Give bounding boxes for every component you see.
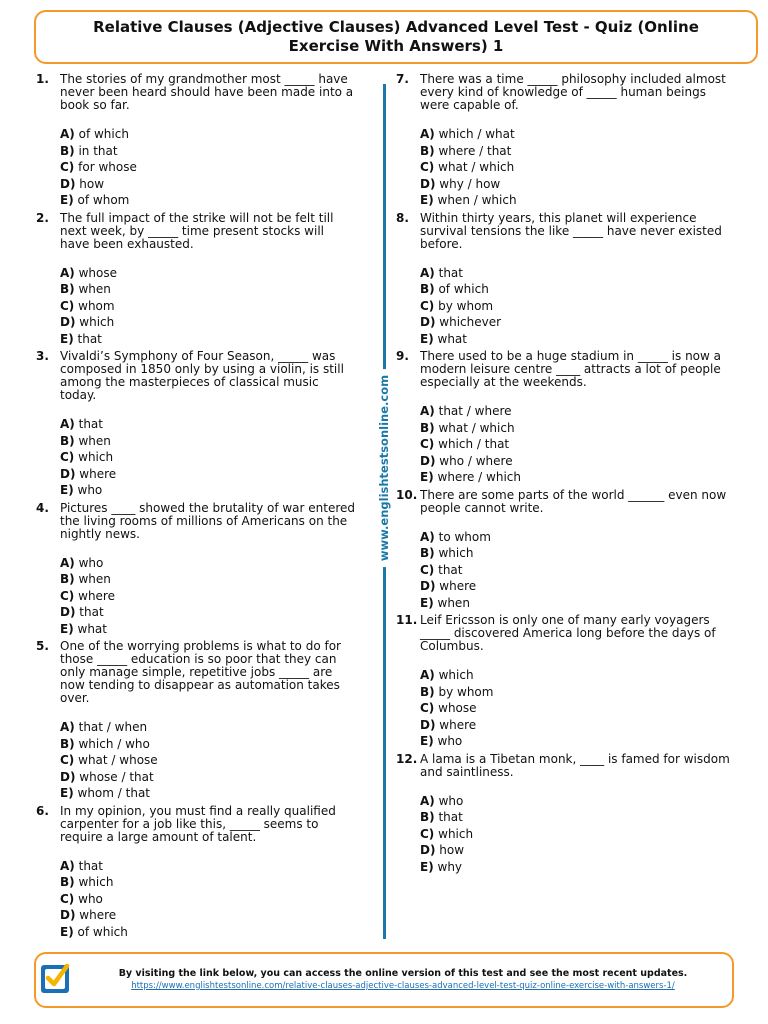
option-text: that [438, 562, 463, 577]
option-letter: A) [420, 404, 435, 418]
answer-option[interactable] [420, 159, 736, 176]
question-text: There used to be a huge stadium in _____ is now a modern leisure centre ____ attracts a lot of people especially at the weekends. [420, 349, 721, 389]
option-text: which [79, 315, 115, 329]
option-text: what / which [438, 420, 515, 435]
option-letter: A) [60, 858, 75, 873]
option-letter: A) [60, 555, 75, 570]
question-number: 6. [36, 803, 49, 818]
option-text: in that [78, 143, 118, 158]
question-body [420, 212, 736, 348]
answer-option[interactable] [420, 403, 736, 420]
option-letter: D) [420, 453, 436, 468]
answer-option[interactable] [420, 859, 736, 876]
option-text: whom / that [77, 786, 151, 800]
option-text: that [78, 417, 103, 431]
answer-option[interactable] [60, 907, 356, 924]
answer-option[interactable] [420, 469, 736, 486]
option-letter: B) [420, 546, 435, 560]
option-letter: B) [420, 282, 435, 296]
question-body [420, 753, 736, 876]
answer-option[interactable] [60, 555, 356, 572]
option-text: what / whose [78, 753, 158, 767]
checkbox-icon [40, 962, 72, 996]
option-letter: C) [420, 562, 435, 577]
answer-option[interactable] [420, 314, 736, 331]
option-letter: B) [420, 810, 435, 824]
option-letter: A) [420, 793, 435, 808]
option-letter: E) [420, 595, 434, 610]
answer-option[interactable] [420, 809, 736, 826]
option-text: where [439, 717, 477, 732]
option-letter: E) [420, 734, 434, 748]
option-letter: E) [60, 331, 74, 346]
question-body [60, 502, 356, 638]
option-letter: A) [60, 417, 75, 431]
answer-option[interactable] [60, 924, 356, 941]
answer-option[interactable] [60, 314, 356, 331]
question-number: 4. [36, 500, 49, 515]
question-text: Pictures ____ showed the brutality of war entered the living rooms of millions of Americans on the nightly news. [60, 500, 356, 541]
answer-option[interactable] [60, 433, 356, 450]
answer-option[interactable] [420, 717, 736, 734]
option-text: which [438, 668, 474, 682]
answer-option[interactable] [60, 482, 356, 499]
page-title: Relative Clauses (Adjective Clauses) Advanced Level Test - Quiz (Online Exercise With Answers) 1 [93, 18, 699, 55]
option-text: of whom [77, 193, 130, 207]
option-text: where / which [437, 470, 521, 484]
question-text: One of the worrying problems is what to do for those _____ education is so poor that they can only manage simple, repetitive jobs _____ are now tending to disappear as automation takes over. [60, 639, 341, 705]
answer-option[interactable] [420, 684, 736, 701]
answer-option[interactable] [420, 667, 736, 684]
option-text: which [438, 546, 474, 560]
question-item [396, 614, 736, 750]
option-text: what [437, 331, 467, 346]
side-website-link[interactable]: www.englishtestsonline.com [377, 369, 391, 567]
option-text: by whom [438, 298, 494, 313]
question-item [36, 640, 356, 802]
option-text: where [439, 579, 477, 593]
option-text: that / where [438, 404, 512, 418]
option-letter: B) [60, 875, 75, 889]
option-letter: B) [420, 420, 435, 435]
question-item [36, 73, 356, 209]
option-letter: D) [420, 843, 436, 857]
answer-option[interactable] [420, 281, 736, 298]
option-letter: C) [60, 588, 75, 603]
option-letter: B) [60, 282, 75, 296]
question-item [36, 502, 356, 638]
question-body [420, 350, 736, 486]
option-text: of which [77, 924, 128, 939]
answer-option[interactable] [420, 298, 736, 315]
option-text: how [79, 176, 105, 191]
option-letter: A) [60, 720, 75, 734]
option-text: what [77, 621, 107, 636]
answer-option[interactable] [60, 736, 356, 753]
question-text: There was a time _____ philosophy included almost every kind of knowledge of _____ human beings were capable of. [420, 72, 726, 112]
answer-option[interactable] [60, 159, 356, 176]
answer-option[interactable] [60, 298, 356, 315]
option-letter: D) [420, 717, 436, 732]
option-text: that / when [78, 720, 148, 734]
answer-option[interactable] [420, 562, 736, 579]
left-question-column [36, 73, 356, 940]
answer-option[interactable] [60, 588, 356, 605]
answer-option[interactable] [420, 126, 736, 143]
option-text: how [439, 843, 465, 857]
answer-option[interactable] [420, 733, 736, 750]
answer-option[interactable] [420, 143, 736, 160]
option-letter: E) [420, 470, 434, 484]
option-text: when / which [437, 193, 517, 207]
question-text: A lama is a Tibetan monk, ____ is famed for wisdom and saintliness. [420, 751, 730, 779]
option-letter: E) [60, 193, 74, 207]
option-letter: B) [420, 684, 435, 699]
answer-option[interactable] [60, 858, 356, 875]
option-letter: D) [60, 769, 76, 784]
option-letter: C) [60, 450, 75, 464]
option-letter: D) [60, 176, 76, 191]
option-text: to whom [438, 529, 491, 544]
option-text: where [79, 466, 117, 481]
option-letter: D) [420, 579, 436, 593]
option-letter: C) [60, 891, 75, 906]
option-text: when [437, 595, 470, 610]
option-text: of which [438, 282, 489, 296]
option-letter: D) [420, 315, 436, 329]
answer-option[interactable] [60, 265, 356, 282]
answer-option[interactable] [420, 793, 736, 810]
option-letter: C) [420, 437, 435, 451]
option-letter: C) [420, 160, 435, 174]
footer-url-link[interactable]: https://www.englishtestsonline.com/relative-clauses-adjective-clauses-advanced-level-test-quiz-online-exercise-with-answers-1/ [131, 981, 675, 991]
option-text: which [78, 875, 114, 889]
option-letter: C) [420, 298, 435, 313]
answer-option[interactable] [60, 466, 356, 483]
question-body [60, 350, 356, 499]
question-text: Leif Ericsson is only one of many early voyagers _____ discovered America long before the days of Columbus. [420, 613, 716, 653]
option-letter: C) [60, 753, 75, 767]
option-text: whom [78, 298, 115, 313]
question-body [60, 805, 356, 941]
option-text: that [77, 331, 102, 346]
option-letter: C) [60, 160, 75, 174]
option-text: which / what [438, 127, 515, 141]
answer-option[interactable] [60, 143, 356, 160]
option-letter: A) [60, 127, 75, 141]
question-number: 1. [36, 72, 49, 86]
right-question-column [396, 73, 736, 875]
option-text: who [437, 734, 463, 748]
answer-option[interactable] [420, 529, 736, 546]
question-body [60, 640, 356, 802]
question-item [36, 805, 356, 941]
option-text: who [78, 555, 104, 570]
option-text: who [77, 483, 103, 497]
option-text: what / which [438, 160, 515, 174]
answer-option[interactable] [60, 604, 356, 621]
option-letter: B) [60, 433, 75, 448]
option-text: whose / that [79, 769, 154, 784]
option-letter: A) [420, 668, 435, 682]
option-letter: A) [60, 265, 75, 280]
option-text: which / who [78, 736, 150, 751]
option-letter: B) [60, 143, 75, 158]
option-letter: E) [60, 483, 74, 497]
option-text: who / where [439, 453, 513, 468]
question-number: 11. [396, 613, 418, 627]
option-text: which [78, 450, 114, 464]
option-text: why [437, 859, 463, 874]
option-text: whichever [439, 315, 502, 329]
option-letter: C) [420, 826, 435, 841]
answer-option[interactable] [60, 449, 356, 466]
question-body [60, 73, 356, 209]
option-letter: E) [420, 859, 434, 874]
question-text: Within thirty years, this planet will experience survival tensions the like _____ have never existed before. [420, 210, 722, 251]
question-text: Vivaldi’s Symphony of Four Season, _____ was composed in 1850 only by using a violin, is still among the masterpieces of classical music today. [60, 349, 344, 402]
question-number: 12. [396, 751, 418, 766]
answer-option[interactable] [60, 891, 356, 908]
option-letter: A) [420, 127, 435, 141]
option-letter: E) [60, 621, 74, 636]
option-letter: D) [60, 605, 76, 619]
answer-option[interactable] [60, 752, 356, 769]
question-body [420, 614, 736, 750]
option-letter: B) [60, 572, 75, 586]
answer-option[interactable] [420, 436, 736, 453]
answer-option[interactable] [420, 192, 736, 209]
answer-option[interactable] [420, 842, 736, 859]
question-text: The full impact of the strike will not be felt till next week, by _____ time present stocks will have been exhausted. [60, 210, 334, 251]
option-text: when [78, 433, 111, 448]
footer-note: By visiting the link below, you can access the online version of this test and see the most recent updates. [118, 968, 688, 979]
option-text: which / that [438, 437, 510, 451]
question-item [36, 350, 356, 499]
answer-option[interactable] [60, 416, 356, 433]
question-item [396, 489, 736, 612]
option-letter: C) [60, 298, 75, 313]
answer-option[interactable] [420, 545, 736, 562]
answer-option[interactable] [420, 420, 736, 437]
answer-option[interactable] [60, 571, 356, 588]
answer-option[interactable] [420, 176, 736, 193]
answer-option[interactable] [60, 769, 356, 786]
question-text: In my opinion, you must find a really qualified carpenter for a job like this, _____ seems to require a large amount of talent. [60, 803, 336, 844]
option-letter: D) [60, 315, 76, 329]
option-letter: C) [420, 701, 435, 715]
answer-option[interactable] [420, 331, 736, 348]
answer-option[interactable] [420, 453, 736, 470]
answer-option[interactable] [420, 265, 736, 282]
question-text: The stories of my grandmother most _____ have never been heard should have been made into a book so far. [60, 72, 354, 112]
option-letter: B) [420, 143, 435, 158]
option-text: who [438, 793, 464, 808]
title-box [34, 10, 758, 64]
answer-option[interactable] [420, 826, 736, 843]
option-letter: E) [60, 786, 74, 800]
option-letter: B) [60, 736, 75, 751]
answer-option[interactable] [420, 578, 736, 595]
question-number: 7. [396, 72, 409, 86]
option-text: where / that [438, 143, 512, 158]
option-text: that [438, 810, 463, 824]
option-text: by whom [438, 684, 494, 699]
question-item [36, 212, 356, 348]
answer-option[interactable] [60, 176, 356, 193]
option-text: who [78, 891, 103, 906]
question-item [396, 73, 736, 209]
option-letter: D) [60, 466, 76, 481]
option-text: that [79, 605, 104, 619]
question-body [420, 73, 736, 209]
question-number: 9. [396, 349, 409, 363]
option-text: when [78, 572, 111, 586]
question-item [396, 753, 736, 876]
question-number: 8. [396, 210, 409, 225]
option-text: which [438, 826, 474, 841]
option-text: whose [438, 701, 477, 715]
question-body [60, 212, 356, 348]
answer-option[interactable] [60, 192, 356, 209]
option-letter: D) [420, 176, 436, 191]
answer-option[interactable] [60, 785, 356, 802]
answer-option[interactable] [420, 595, 736, 612]
answer-option[interactable] [60, 719, 356, 736]
option-text: where [79, 908, 117, 922]
option-letter: E) [420, 193, 434, 207]
answer-option[interactable] [60, 281, 356, 298]
option-text: where [78, 588, 115, 603]
question-number: 5. [36, 639, 49, 653]
option-letter: D) [60, 908, 76, 922]
option-letter: E) [60, 924, 74, 939]
footer-box [34, 952, 734, 1008]
option-text: why / how [439, 176, 501, 191]
answer-option[interactable] [60, 874, 356, 891]
question-number: 10. [396, 487, 418, 502]
option-text: when [78, 282, 111, 296]
question-body [420, 489, 736, 612]
option-text: of which [78, 127, 129, 141]
question-item [396, 350, 736, 486]
question-number: 2. [36, 210, 49, 225]
question-text: There are some parts of the world ______ even now people cannot write. [420, 487, 727, 515]
question-item [396, 212, 736, 348]
option-letter: E) [420, 331, 434, 346]
option-text: that [438, 265, 463, 280]
option-letter: A) [420, 265, 435, 280]
option-text: that [78, 858, 103, 873]
option-text: for whose [78, 160, 137, 174]
option-letter: A) [420, 529, 435, 544]
answer-option[interactable] [420, 700, 736, 717]
question-number: 3. [36, 349, 49, 363]
answer-option[interactable] [60, 621, 356, 638]
option-text: whose [78, 265, 118, 280]
answer-option[interactable] [60, 331, 356, 348]
answer-option[interactable] [60, 126, 356, 143]
footer-text [80, 967, 726, 993]
